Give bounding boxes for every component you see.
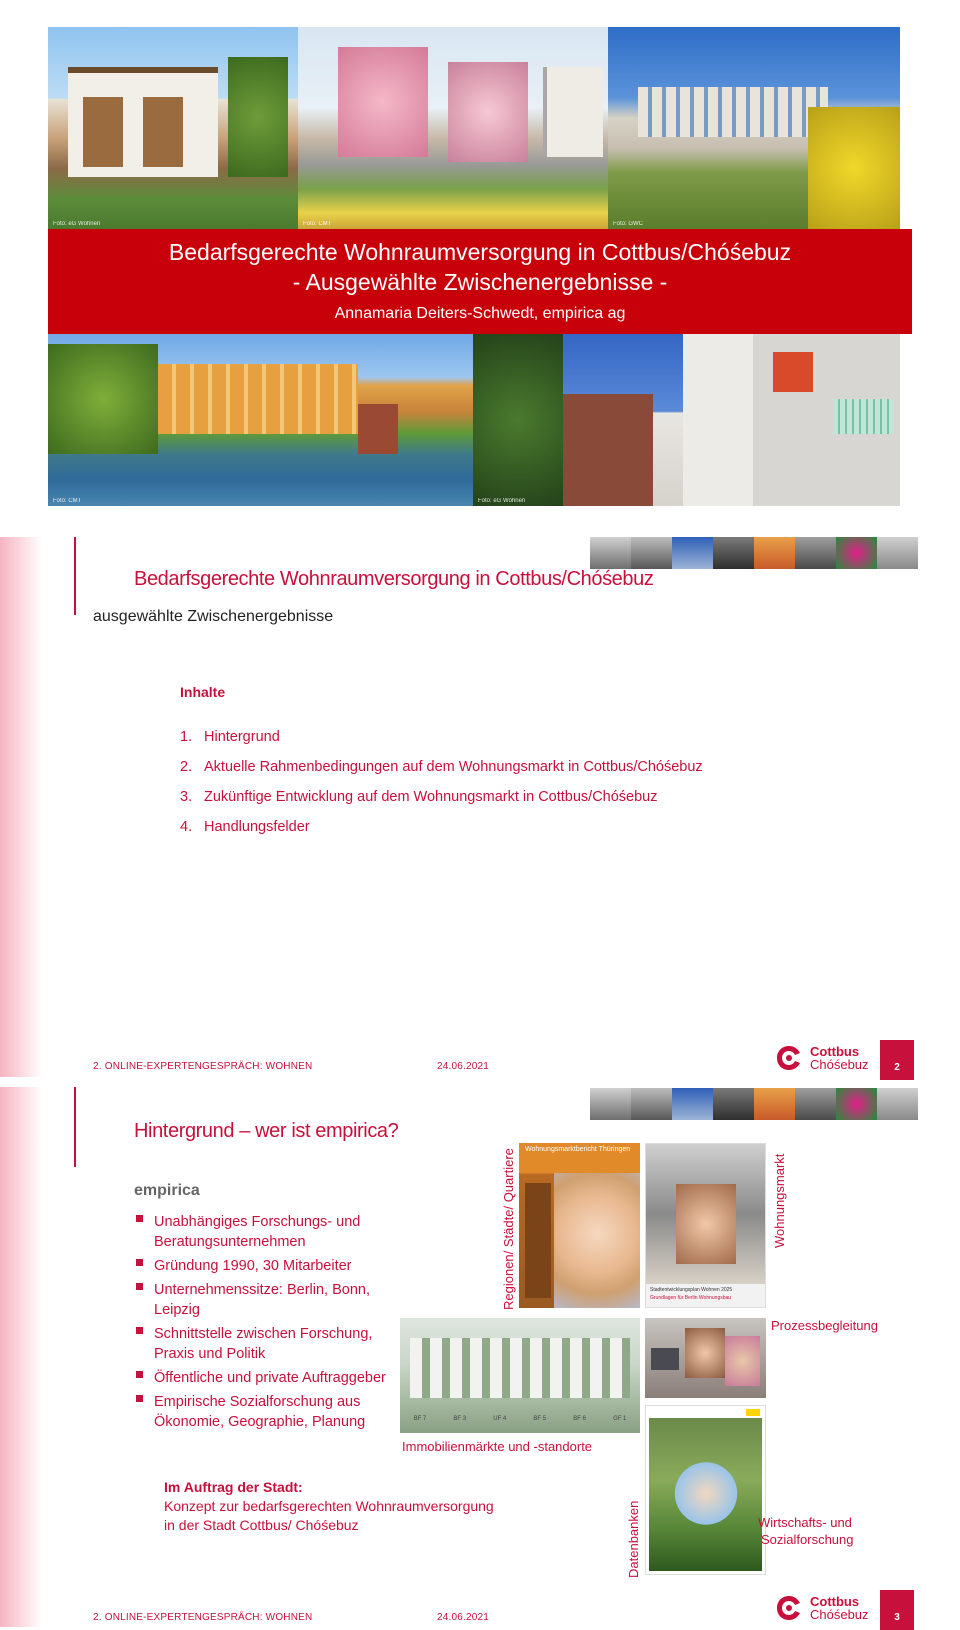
contents-list	[180, 722, 703, 842]
header-photo-strip	[590, 537, 918, 569]
label-databases: Datenbanken	[626, 1500, 641, 1578]
decor-vertical-line	[74, 1087, 76, 1167]
page-number: 2	[880, 1040, 914, 1080]
decor-gradient-bar	[0, 1087, 42, 1627]
report-cover-family	[645, 1405, 766, 1575]
contents-item: 2. Aktuelle Rahmenbedingungen auf dem Wohnungsmarkt in Cottbus/Chóśebuz	[180, 759, 703, 775]
page-number: 3	[880, 1590, 914, 1630]
title-band	[48, 229, 912, 334]
label-real-estate: Immobilienmärkte und -standorte	[402, 1439, 593, 1454]
label-economic-research: Wirtschafts- und Sozialforschung	[758, 1515, 854, 1547]
commission-note: Im Auftrag der Stadt: Konzept zur bedarfsgerechten Wohnraumversorgung in der Stadt Cottbus/ Chóśebuz	[164, 1479, 494, 1533]
logo-text-secondary: Chóśebuz	[810, 1607, 869, 1622]
photo-credit: Foto: CMT	[53, 498, 82, 504]
photo-river	[48, 334, 473, 506]
contents-item: 1. Hintergrund	[180, 729, 280, 745]
footer-event: 2. ONLINE-EXPERTENGESPRÄCH: WOHNEN	[93, 1061, 313, 1072]
fact-item: Öffentliche und private Auftraggeber	[134, 1368, 404, 1388]
photo-credit: Foto: eG Wohnen	[478, 498, 526, 504]
logo-text-primary: Cottbus	[810, 1044, 860, 1059]
photo-credit: Foto: CMT	[303, 221, 332, 227]
footer-date: 24.06.2021	[437, 1612, 490, 1623]
slide-title: Bedarfsgerechte Wohnraumversorgung in Cottbus/Chóśebuz	[134, 568, 654, 590]
plan-labels: BF 7 BF 3 UF 4 BF 5 BF 6 GF 1	[413, 1416, 627, 1422]
footer-event: 2. ONLINE-EXPERTENGESPRÄCH: WOHNEN	[93, 1612, 313, 1623]
title-slide	[0, 0, 960, 540]
empirica-facts-list	[134, 1212, 404, 1436]
cottbus-logo-icon	[774, 1593, 804, 1623]
contents-item: 3. Zukünftige Entwicklung auf dem Wohnungsmarkt in Cottbus/Chóśebuz	[180, 789, 658, 805]
section-heading: empirica	[134, 1182, 200, 1199]
cottbus-logo	[774, 1043, 869, 1073]
photo-credit: Foto: GWC	[613, 221, 644, 227]
label-regions: Regionen/ Städte/ Quartiere	[501, 1148, 516, 1310]
photo-credit: Foto: eG Wohnen	[53, 221, 101, 227]
brochure-berlin-housing: Stadtentwicklungsplan Wohnen 2025 Grundlagen für Berlin Wohnungsbau	[645, 1143, 766, 1308]
photo-apartment-block	[608, 27, 900, 229]
header-photo-strip	[590, 1088, 918, 1120]
fact-item: Schnittstelle zwischen Forschung, Praxis und Politik	[134, 1324, 404, 1364]
contents-heading: Inhalte	[180, 684, 226, 700]
photo-balconies	[473, 334, 900, 506]
decor-vertical-line	[74, 537, 76, 615]
photo-process-workshop	[645, 1318, 766, 1398]
decor-gradient-bar	[0, 537, 42, 1077]
slide-subtitle: ausgewählte Zwischenergebnisse	[93, 608, 334, 625]
slide-title: Hintergrund – wer ist empirica?	[134, 1120, 399, 1142]
label-housing-market: Wohnungsmarkt	[772, 1153, 787, 1248]
fact-item: Unabhängiges Forschungs- und Beratungsunternehmen	[134, 1212, 404, 1252]
logo-text-secondary: Chóśebuz	[810, 1057, 869, 1072]
report-cover-thuringia: Wohnungsmarktbericht Thüringen	[519, 1143, 640, 1308]
presentation-author: Annamaria Deiters-Schwedt, empirica ag	[334, 305, 626, 322]
fact-item: Unternehmenssitze: Berlin, Bonn, Leipzig	[134, 1280, 404, 1320]
urban-plan-rendering	[400, 1318, 640, 1433]
footer-date: 24.06.2021	[437, 1061, 490, 1072]
presentation-subtitle: - Ausgewählte Zwischenergebnisse -	[292, 269, 668, 295]
label-process: Prozessbegleitung	[771, 1318, 878, 1333]
logo-text-primary: Cottbus	[810, 1594, 860, 1609]
cottbus-logo-icon	[774, 1043, 804, 1073]
photo-plaza-blossoms	[298, 27, 608, 229]
contents-item: 4. Handlungsfelder	[180, 819, 310, 835]
fact-item: Empirische Sozialforschung aus Ökonomie, Geographie, Planung	[134, 1392, 404, 1432]
cottbus-logo	[774, 1593, 869, 1623]
presentation-title: Bedarfsgerechte Wohnraumversorgung in Cottbus/Chóśebuz	[168, 239, 792, 265]
fact-item: Gründung 1990, 30 Mitarbeiter	[134, 1256, 404, 1276]
photo-townhouses	[48, 27, 298, 229]
commission-heading: Im Auftrag der Stadt:	[164, 1479, 303, 1495]
